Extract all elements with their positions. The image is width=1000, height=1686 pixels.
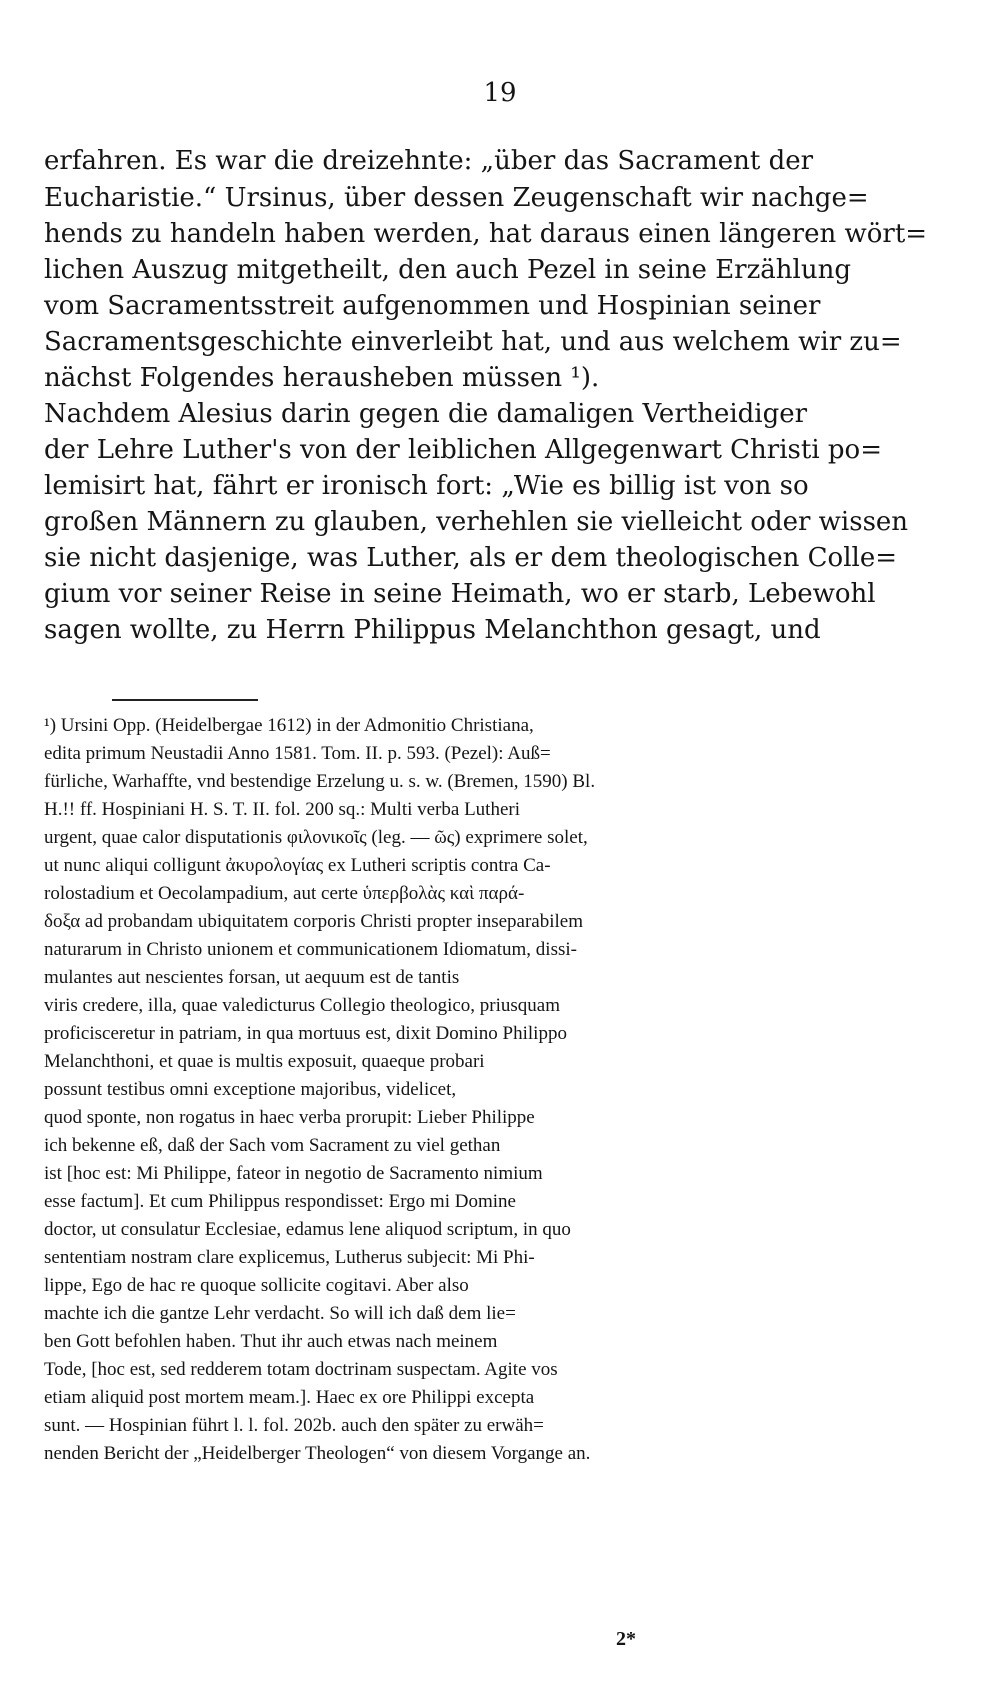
page-number: 19	[483, 78, 517, 108]
footnote-line: rolostadium et Oecolampadium, aut certe ὑπερβολὰς καὶ παρά-	[44, 883, 525, 904]
signature-mark: 2*	[616, 1628, 636, 1650]
footnote-line: mulantes aut nescientes forsan, ut aequum est de tantis	[44, 967, 460, 988]
footnote-line: Melanchthoni, et quae is multis exposuit, quaeque probari	[44, 1051, 485, 1072]
body-line: lemisirt hat, fährt er ironisch fort: „Wie es billig ist von so	[44, 471, 809, 501]
footnote-line: δοξα ad probandam ubiquitatem corporis Christi propter inseparabilem	[44, 911, 584, 932]
footnote-line: urgent, quae calor disputationis φιλονικοῖς (leg. — ῶς) exprimere solet,	[44, 827, 588, 848]
body-line: Nachdem Alesius darin gegen die damaligen Vertheidiger	[44, 399, 808, 429]
footnote-line: ist [hoc est: Mi Philippe, fateor in negotio de Sacramento nimium	[44, 1163, 543, 1184]
footnote-line: naturarum in Christo unionem et communicationem Idiomatum, dissi-	[44, 939, 577, 960]
footnote-line: ben Gott befohlen haben. Thut ihr auch etwas nach meinem	[44, 1331, 498, 1352]
footnote-line: lippe, Ego de hac re quoque sollicite cogitavi. Aber also	[44, 1275, 469, 1296]
footnote-line: proficisceretur in patriam, in qua mortuus est, dixit Domino Philippo	[44, 1023, 567, 1044]
footnote-line: ut nunc aliqui colligunt ἀκυρολογίας ex Lutheri scriptis contra Ca-	[44, 855, 551, 876]
footnote-line: ich bekenne eß, daß der Sach vom Sacrament zu viel gethan	[44, 1135, 501, 1156]
footnote-line: esse factum]. Et cum Philippus respondisset: Ergo mi Domine	[44, 1191, 516, 1212]
body-line: der Lehre Luther's von der leiblichen Allgegenwart Christi po=	[44, 435, 882, 465]
body-line: erfahren. Es war die dreizehnte: „über das Sacrament der	[44, 146, 814, 176]
footnote-separator	[112, 699, 258, 701]
footnote-line: quod sponte, non rogatus in haec verba prorupit: Lieber Philippe	[44, 1107, 535, 1128]
body-line: sie nicht dasjenige, was Luther, als er dem theologischen Colle=	[44, 543, 898, 573]
footnote-line: ¹) Ursini Opp. (Heidelbergae 1612) in der Admonitio Christiana,	[44, 715, 534, 736]
footnote-line: Tode, [hoc est, sed redderem totam doctrinam suspectam. Agite vos	[44, 1359, 558, 1380]
body-line: Sacramentsgeschichte einverleibt hat, und aus welchem wir zu=	[44, 327, 902, 357]
footnote-line: possunt testibus omni exceptione majoribus, videlicet,	[44, 1079, 457, 1100]
body-line: lichen Auszug mitgetheilt, den auch Pezel in seine Erzählung	[44, 255, 851, 285]
body-line: gium vor seiner Reise in seine Heimath, wo er starb, Lebewohl	[44, 579, 876, 609]
body-line: großen Männern zu glauben, verhehlen sie vielleicht oder wissen	[44, 507, 909, 537]
footnote-line: nenden Bericht der „Heidelberger Theologen“ von diesem Vorgange an.	[44, 1443, 591, 1464]
footnote-line: edita primum Neustadii Anno 1581. Tom. II. p. 593. (Pezel): Auß=	[44, 743, 551, 764]
body-line: hends zu handeln haben werden, hat daraus einen längeren wört=	[44, 219, 928, 249]
footnote-line: sententiam nostram clare explicemus, Lutherus subjecit: Mi Phi-	[44, 1247, 535, 1268]
footnote-line: machte ich die gantze Lehr verdacht. So will ich daß dem lie=	[44, 1303, 516, 1324]
body-line: Eucharistie.“ Ursinus, über dessen Zeugenschaft wir nachge=	[44, 183, 869, 213]
footnote-line: H.!! ff. Hospiniani H. S. T. II. fol. 200 sq.: Multi verba Lutheri	[44, 799, 520, 820]
footnote-line: viris credere, illa, quae valedicturus Collegio theologico, priusquam	[44, 995, 561, 1016]
footnote-line: doctor, ut consulatur Ecclesiae, edamus lene aliquod scriptum, in quo	[44, 1219, 571, 1240]
body-line: nächst Folgendes herausheben müssen ¹).	[44, 363, 600, 393]
body-line: vom Sacramentsstreit aufgenommen und Hospinian seiner	[44, 291, 821, 321]
footnote-line: fürliche, Warhaffte, vnd bestendige Erzelung u. s. w. (Bremen, 1590) Bl.	[44, 771, 596, 792]
footnote-line: etiam aliquid post mortem meam.]. Haec ex ore Philippi excepta	[44, 1387, 535, 1408]
footnote-line: sunt. — Hospinian führt l. l. fol. 202b. auch den später zu erwäh=	[44, 1415, 544, 1436]
body-line: sagen wollte, zu Herrn Philippus Melanchthon gesagt, und	[44, 615, 821, 645]
